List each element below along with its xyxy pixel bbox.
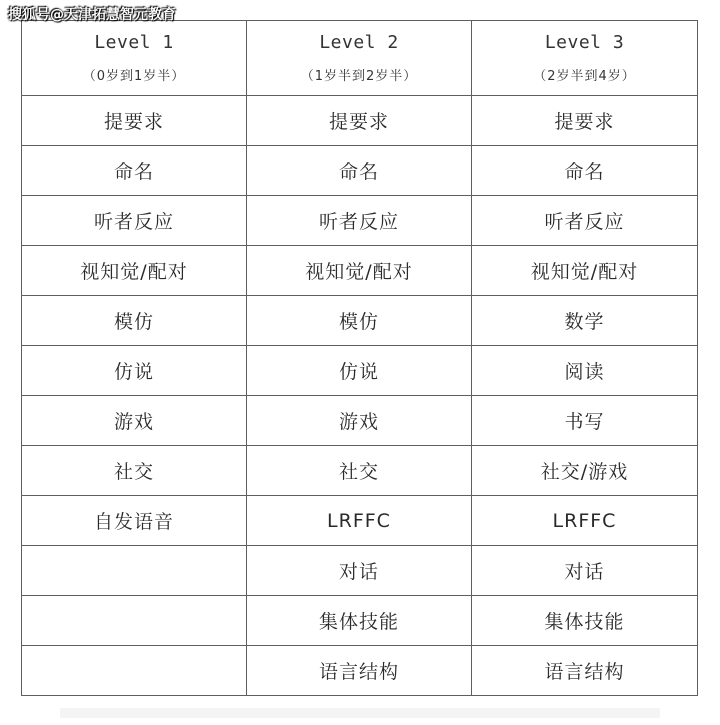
table-row <box>22 246 698 296</box>
table-cell-level-3: 对话 <box>472 546 698 596</box>
table-row <box>22 296 698 346</box>
table-cell-level-1: 社交 <box>22 446 247 496</box>
level-age-range: （2岁半到4岁） <box>533 69 636 84</box>
header-cell-level-2 <box>247 21 472 96</box>
table-cell-level-1: 提要求 <box>22 96 247 146</box>
table-cell-level-1: 自发语音 <box>22 496 247 546</box>
header-row <box>22 21 698 96</box>
table-row <box>22 496 698 546</box>
table-cell-level-2: 听者反应 <box>247 196 472 246</box>
table-cell-level-2: 集体技能 <box>247 596 472 646</box>
table-cell-level-2: 视知觉/配对 <box>247 246 472 296</box>
table-cell-level-3: 提要求 <box>472 96 698 146</box>
table-cell-level-2: 提要求 <box>247 96 472 146</box>
level-title: Level 1 <box>94 32 174 53</box>
table-row <box>22 596 698 646</box>
table-cell-level-3: 数学 <box>472 296 698 346</box>
table-cell-level-3: 视知觉/配对 <box>472 246 698 296</box>
table-row <box>22 646 698 696</box>
table-cell-level-3: 书写 <box>472 396 698 446</box>
table-cell-level-1: 游戏 <box>22 396 247 446</box>
table-cell-level-2: 仿说 <box>247 346 472 396</box>
table-cell-level-1 <box>22 646 247 696</box>
table-cell-level-1: 视知觉/配对 <box>22 246 247 296</box>
table-cell-level-3: 社交/游戏 <box>472 446 698 496</box>
table-cell-level-1 <box>22 596 247 646</box>
level-table <box>21 20 698 696</box>
table-cell-level-3: 听者反应 <box>472 196 698 246</box>
table-cell-level-1: 仿说 <box>22 346 247 396</box>
table-cell-level-1: 命名 <box>22 146 247 196</box>
level-title: Level 2 <box>319 32 399 53</box>
table-row <box>22 96 698 146</box>
table-cell-level-3: 集体技能 <box>472 596 698 646</box>
table-cell-level-3: 命名 <box>472 146 698 196</box>
table-cell-level-2: 命名 <box>247 146 472 196</box>
bottom-fade-band <box>60 708 660 718</box>
watermark-text: 搜狐号@天津拓慧智元教育 <box>8 7 176 23</box>
header-cell-level-1 <box>22 21 247 96</box>
table-cell-level-2: 游戏 <box>247 396 472 446</box>
table-cell-level-3: 语言结构 <box>472 646 698 696</box>
table-cell-level-1: 听者反应 <box>22 196 247 246</box>
table-row <box>22 146 698 196</box>
table-row <box>22 346 698 396</box>
level-age-range: （0岁到1岁半） <box>82 69 186 84</box>
table-cell-level-1: 模仿 <box>22 296 247 346</box>
table-row <box>22 196 698 246</box>
table-row <box>22 546 698 596</box>
table-cell-level-2: 对话 <box>247 546 472 596</box>
table-cell-level-2: LRFFC <box>247 496 472 546</box>
table-cell-level-3: 阅读 <box>472 346 698 396</box>
table-cell-level-2: 语言结构 <box>247 646 472 696</box>
table-cell-level-2: 社交 <box>247 446 472 496</box>
level-title: Level 3 <box>544 32 625 53</box>
table-cell-level-2: 模仿 <box>247 296 472 346</box>
table-row <box>22 446 698 496</box>
header-cell-level-3 <box>472 21 698 96</box>
table-cell-level-1 <box>22 546 247 596</box>
level-age-range: （1岁半到2岁半） <box>300 69 418 84</box>
table-row <box>22 396 698 446</box>
table-cell-level-3: LRFFC <box>472 496 698 546</box>
